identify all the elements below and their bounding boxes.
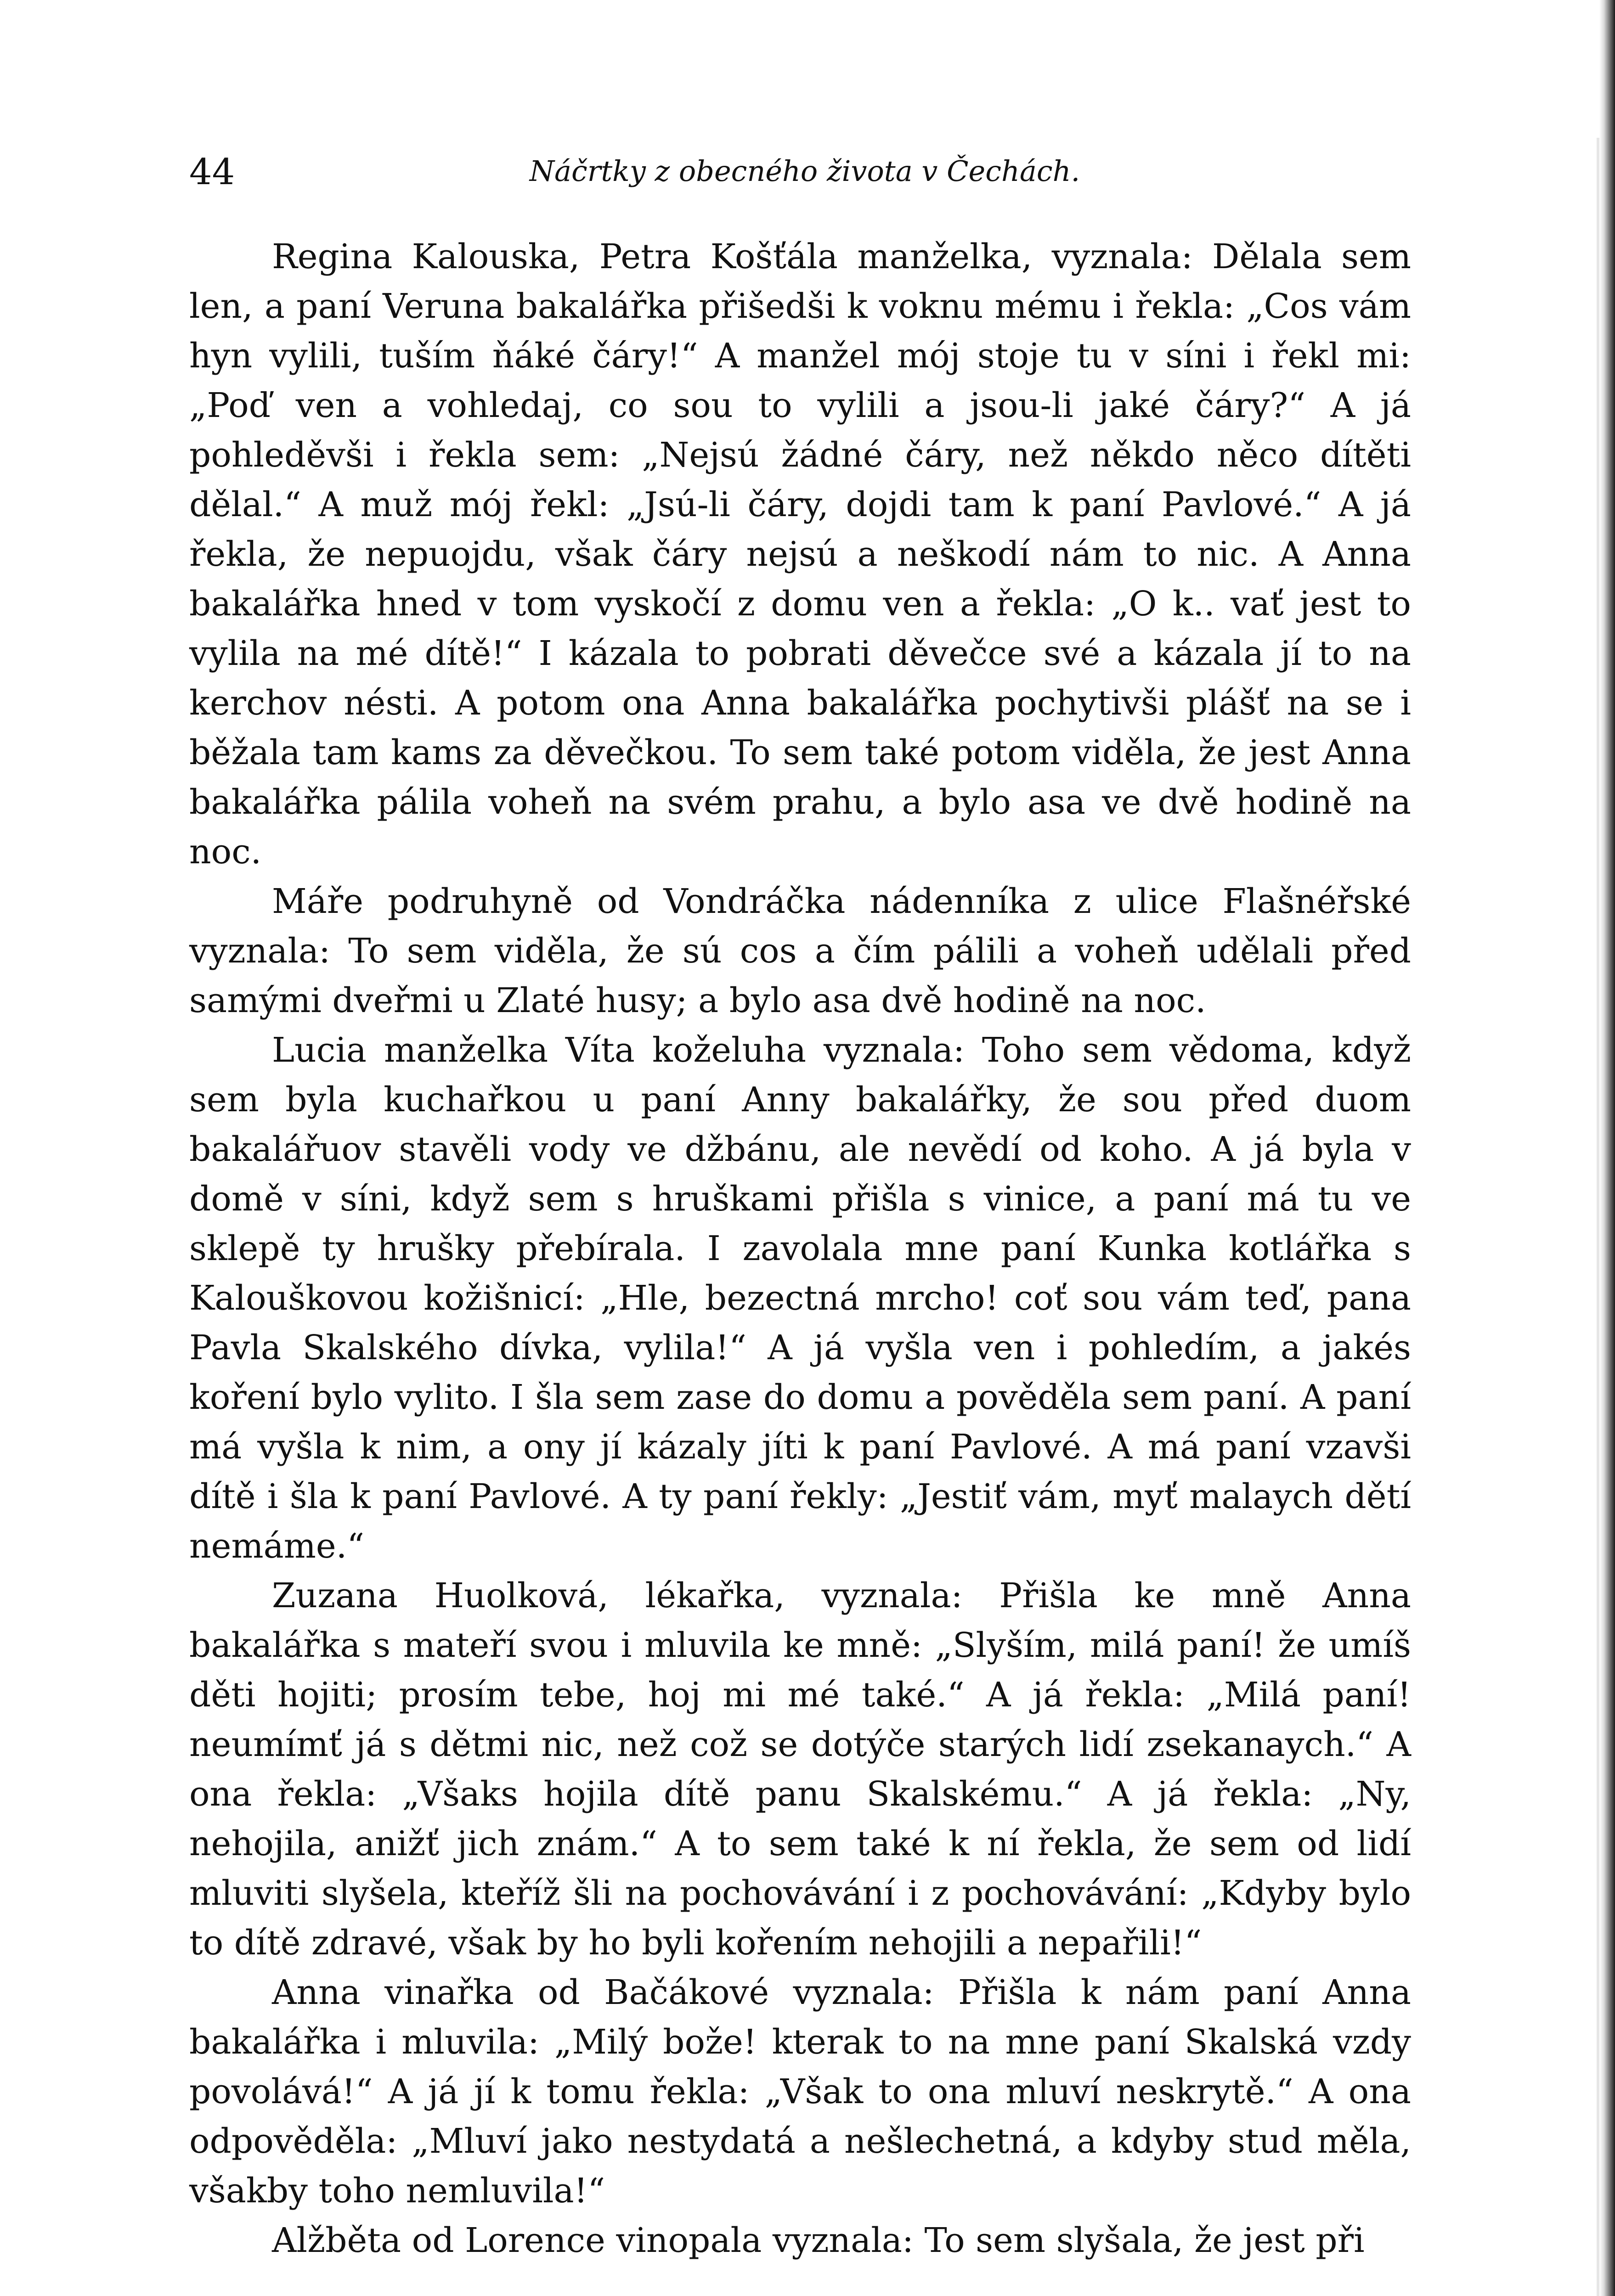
body-text — [189, 232, 1411, 2265]
paragraph-anna-vinarka: Anna vinařka od Bačákové vyznala: Přišla k nám paní Anna bakalářka i mluvila: „Milý bože! kterak to na mne paní Skalská vzdy povolává!“ A já jí k tomu řekla: „Však to ona mluví neskrytě.“ A ona odpověděla: „Mluví jako nestydatá a nešlechetná, a kdyby stud měla, všakby toho nemluvila!“ — [189, 1973, 1411, 2211]
page-header — [189, 152, 1420, 202]
scan-edge — [1599, 0, 1615, 2296]
paragraph-lucia: Lucia manželka Víta koželuha vyznala: Toho sem vědoma, když sem byla kuchařkou u paní Anny bakalářky, že sou před duom bakalářuov stavěli vody ve džbánu, ale nevědí od koho. A já byla v domě v síni, když sem s hruškami přišla s vinice, a paní má tu ve sklepě ty hrušky přebírala. I zavolala mne paní Kunka kotlářka s Kalouškovou kožišnicí: „Hle, bezectná mrcho! coť sou vám teď, pana Pavla Skalského dívka, vylila!“ A já vyšla ven i pohledím, a jakés koření bylo vylito. I šla sem zase do domu a pověděla sem paní. A paní má vyšla k nim, a ony jí kázaly jíti k paní Pavlové. A má paní vzavši dítě i šla k paní Pavlové. A ty paní řekly: „Jestiť vám, myť malaych dětí nemáme.“ — [189, 1030, 1411, 1566]
paragraph-zuzana-huolkova: Zuzana Huolková, lékařka, vyznala: Přišla ke mně Anna bakalářka s mateří svou i mluvila ke mně: „Slyším, milá paní! že umíš děti hojiti; prosím tebe, hoj mi mé také.“ A já řekla: „Milá paní! neumímť já s dětmi nic, než což se dotýče starých lidí zsekanaych.“ A ona řekla: „Všaks hojila dítě panu Skalskému.“ A já řekla: „Ny, nehojila, anižť jich znám.“ A to sem také k ní řekla, že sem od lidí mluviti slyšela, kteříž šli na pochovávání i z pochovávání: „Kdyby bylo to dítě zdravé, však by ho byli kořením nehojili a nepařili!“ — [189, 1576, 1411, 1963]
paragraph-alzbeta: Alžběta od Lorence vinopala vyznala: To sem slyšala, že jest při — [272, 2221, 1365, 2260]
paragraph-regina-kalouska: Regina Kalouska, Petra Košťála manželka, vyznala: Dělala sem len, a paní Veruna bakalářka přišedši k voknu mému i řekla: „Cos vám hyn vylili, tuším ňáké čáry!“ A manžel mój stoje tu v síni i řekl mi: „Poď ven a vohledaj, co sou to vylili a jsou-li jaké čáry?“ A já pohleděvši i řekla sem: „Nejsú žádné čáry, než někdo něco dítěti dělal.“ A muž mój řekl: „Jsú-li čáry, dojdi tam k paní Pavlové.“ A já řekla, že nepuojdu, však čáry nejsú a neškodí nám to nic. A Anna bakalářka hned v tom vyskočí z domu ven a řekla: „O k.. vať jest to vylila na mé dítě!“ I kázala to pobrati děvečce své a kázala jí to na kerchov nésti. A potom ona Anna bakalářka pochytivši plášť na se i běžala tam kams za děvečkou. To sem také potom viděla, že jest Anna bakalářka pálila voheň na svém prahu, a bylo asa ve dvě hodině na noc. — [189, 237, 1411, 872]
running-head: Náčrtky z obecného života v Čechách. — [529, 154, 1080, 188]
paragraph-mare-podruhyne: Máře podruhyně od Vondráčka nádenníka z ulice Flašnéřské vyznala: To sem viděla, že sú cos a čím pálili a voheň udělali před samými dveřmi u Zlaté husy; a bylo asa dvě hodině na noc. — [189, 882, 1411, 1020]
page-number: 44 — [189, 152, 235, 193]
